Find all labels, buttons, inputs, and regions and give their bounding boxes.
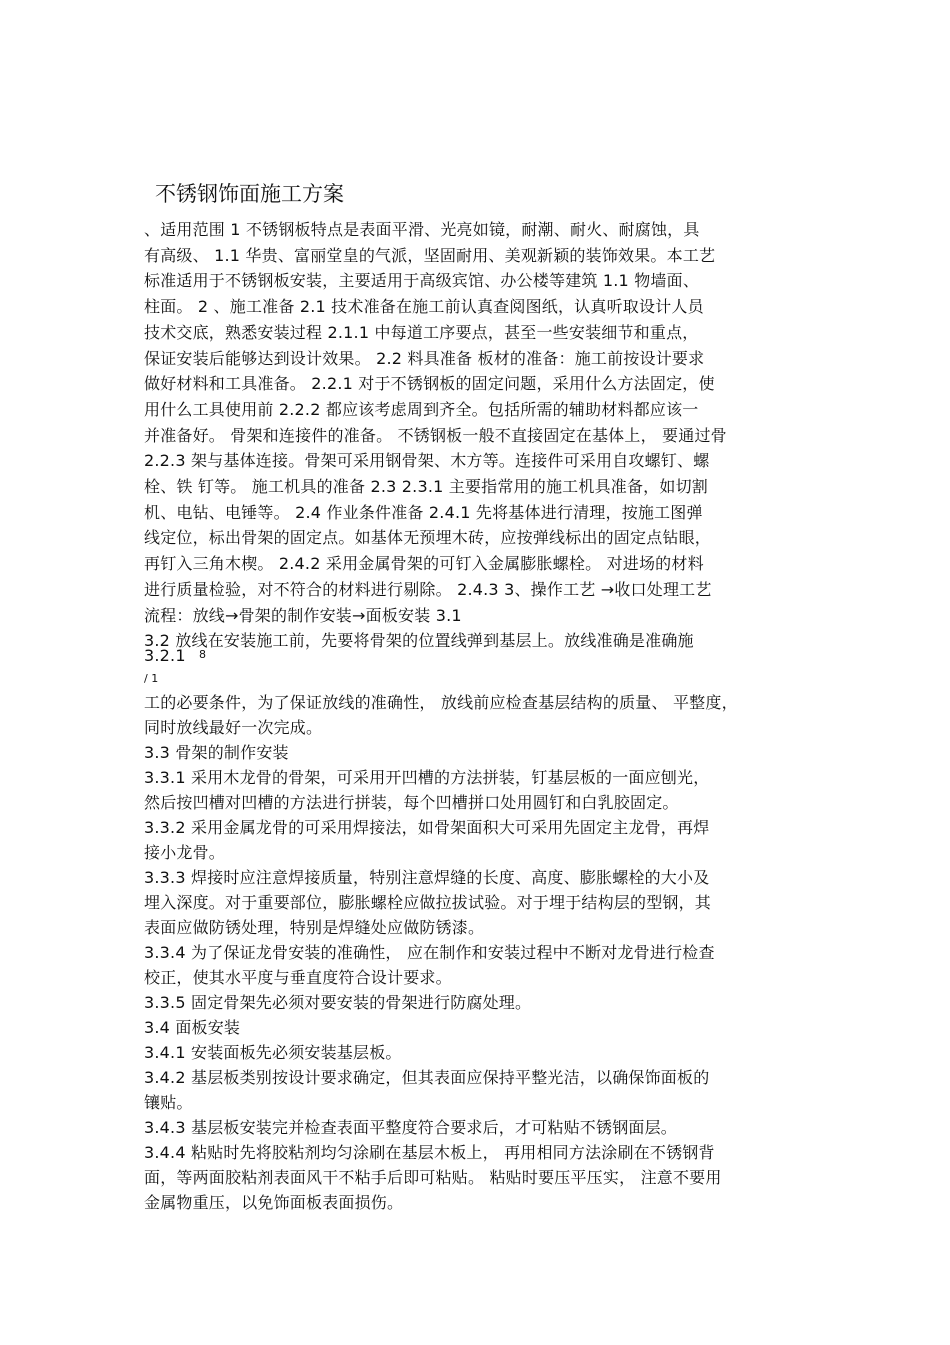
text-line: 3.3.1 采用木龙骨的骨架，可采用开凹槽的方法拼装，钉基层板的一面应刨光， <box>144 768 710 787</box>
text-line: 3.4.3 基层板安装完并检查表面平整度符合要求后，才可粘贴不锈钢面层。 <box>144 1118 677 1137</box>
text-line: 3.4 面板安装 <box>144 1018 241 1037</box>
text-line: 金属物重压，以免饰面板表面损伤。 <box>144 1193 404 1212</box>
text-line: 再钉入三角木楔。 2.4.2 采用金属骨架的可钉入金属膨胀螺栓。 对进场的材料 <box>144 554 704 574</box>
text-line: 用什么工具使用前 2.2.2 都应该考虑周到齐全。包括所需的辅助材料都应该一 <box>144 399 699 419</box>
text-line: 3.2 放线在安装施工前，先要将骨架的位置线弹到基层上。放线准确是准确施 <box>144 631 694 651</box>
text-line: 镶贴。 <box>144 1093 193 1112</box>
text-line: 3.3.4 为了保证龙骨安装的准确性， 应在制作和安装过程中不断对龙骨进行检查 <box>144 943 715 962</box>
document-title: 不锈钢饰面施工方案 <box>155 182 344 206</box>
text-line: 并准备好。 骨架和连接件的准备。 不锈钢板一般不直接固定在基体上， 要通过骨 <box>144 425 727 445</box>
text-line: 3.3.2 采用金属龙骨的可采用焊接法，如骨架面积大可采用先固定主龙骨，再焊 <box>144 818 710 837</box>
text-line: 同时放线最好一次完成。 <box>144 718 323 737</box>
text-line: 接小龙骨。 <box>144 843 226 862</box>
text-line: 面，等两面胶粘剂表面风干不粘手后即可粘贴。 粘贴时要压平压实， 注意不要用 <box>144 1168 722 1187</box>
text-line: 技术交底，熟悉安装过程 2.1.1 中每道工序要点，甚至一些安装细节和重点， <box>144 322 699 342</box>
text-line: 、适用范围 1 不锈钢板特点是表面平滑、光亮如镜，耐潮、耐火、耐腐蚀，具 <box>144 220 700 239</box>
page-fraction: / 1 <box>144 672 159 685</box>
text-line: 表面应做防锈处理，特别是焊缝处应做防锈漆。 <box>144 918 485 937</box>
text-line: 然后按凹槽对凹槽的方法进行拼装，每个凹槽拼口处用圆钉和白乳胶固定。 <box>144 793 679 812</box>
text-line: 校正，使其水平度与垂直度符合设计要求。 <box>144 968 452 987</box>
text-line: 3.3 骨架的制作安装 <box>144 743 289 762</box>
text-line: 柱面。 2 、施工准备 2.1 技术准备在施工前认真查阅图纸，认真听取设计人员 <box>144 297 704 317</box>
text-line: 有高级、 1.1 华贵、富丽堂皇的气派，坚固耐用、美观新颖的装饰效果。本工艺 <box>144 245 716 265</box>
page-number: 8 <box>199 648 207 661</box>
text-line: 2.2.3 架与基体连接。骨架可采用钢骨架、木方等。连接件可采用自攻螺钉、螺 <box>144 451 710 471</box>
text-line: 标准适用于不锈钢板安装，主要适用于高级宾馆、办公楼等建筑 1.1 物墙面、 <box>144 271 700 291</box>
section-number-3-2-1 <box>144 644 206 667</box>
text-line: 3.3.5 固定骨架先必须对要安装的骨架进行防腐处理。 <box>144 993 532 1012</box>
text-line: 埋入深度。对于重要部位，膨胀螺栓应做拉拔试验。对于埋于结构层的型钢，其 <box>144 893 712 912</box>
text-line: 保证安装后能够达到设计效果。 2.2 料具准备 板材的准备：施工前按设计要求 <box>144 348 705 368</box>
text-line: 进行质量检验，对不符合的材料进行剔除。 2.4.3 3、操作工艺 →收口处理工艺 <box>144 579 712 599</box>
text-line: 3.4.2 基层板类别按设计要求确定，但其表面应保持平整光洁，以确保饰面板的 <box>144 1068 710 1087</box>
text-line: 3.3.3 焊接时应注意焊接质量，特别注意焊缝的长度、高度、膨胀螺栓的大小及 <box>144 868 710 887</box>
text-line: 机、电钻、电锤等。 2.4 作业条件准备 2.4.1 先将基体进行清理，按施工图弹 <box>144 502 703 522</box>
text-line: 3.4.1 安装面板先必须安装基层板。 <box>144 1043 402 1062</box>
text-line: 流程：放线→骨架的制作安装→面板安装 3.1 <box>144 605 462 625</box>
text-line: 做好材料和工具准备。 2.2.1 对于不锈钢板的固定问题，采用什么方法固定，使 <box>144 374 715 394</box>
text-line: 线定位，标出骨架的固定点。如基体无预埋木砖，应按弹线标出的固定点钻眼， <box>144 528 712 548</box>
section-label: 3.2.1 <box>144 646 186 665</box>
text-line: 工的必要条件，为了保证放线的准确性， 放线前应检查基层结构的质量、 平整度， <box>144 693 738 712</box>
text-line: 栓、铁 钉等。 施工机具的准备 2.3 2.3.1 主要指常用的施工机具准备，如切割 <box>144 477 708 496</box>
text-line: 3.4.4 粘贴时先将胶粘剂均匀涂刷在基层木板上， 再用相同方法涂刷在不锈钢背 <box>144 1143 715 1162</box>
